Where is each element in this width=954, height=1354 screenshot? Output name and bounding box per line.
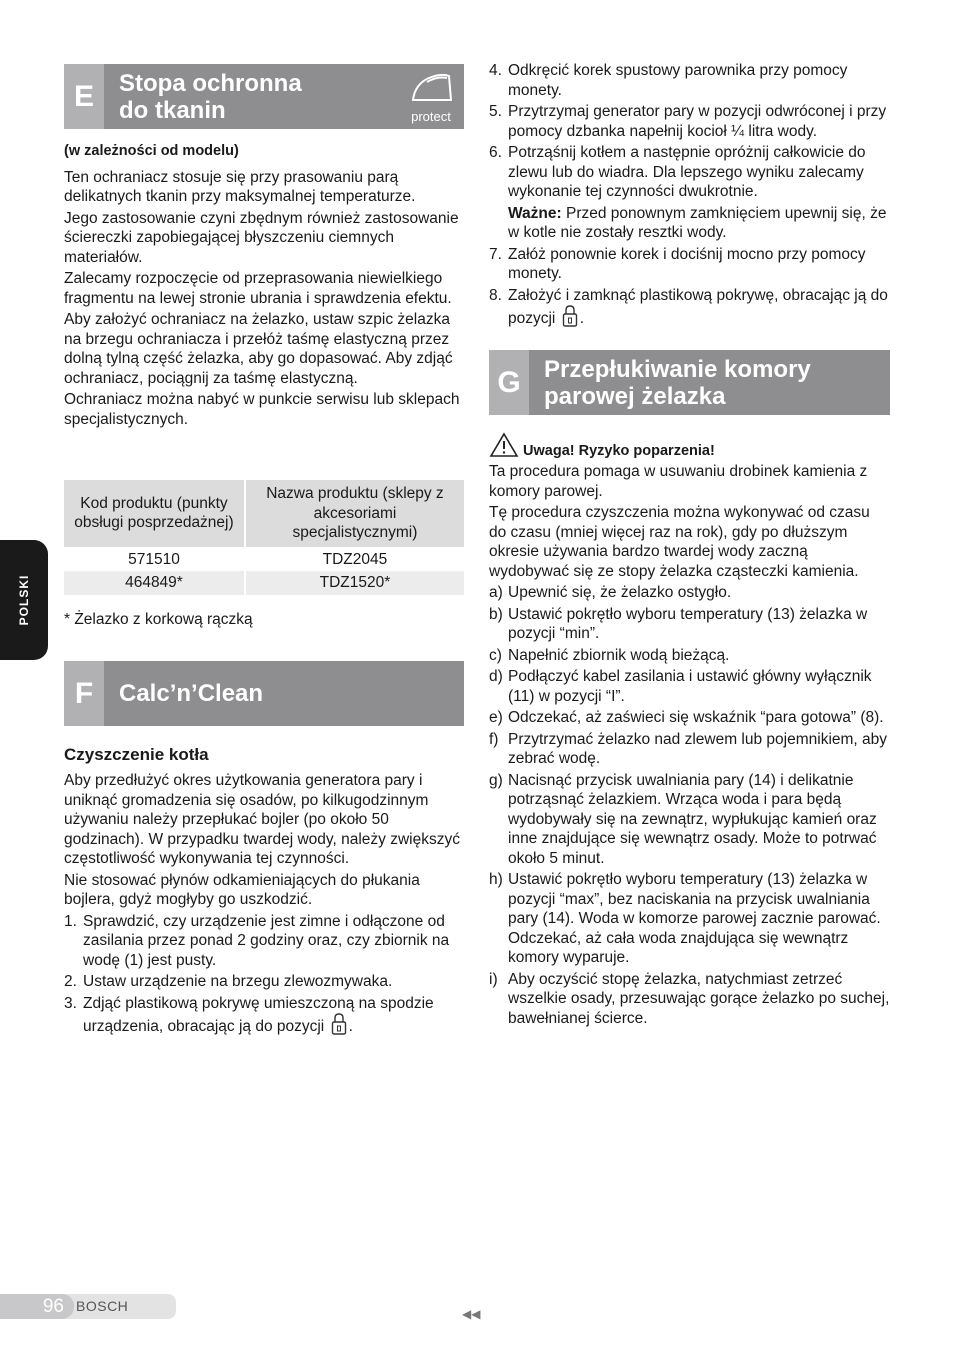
section-f-header [64, 661, 464, 726]
brand-name: BOSCH [76, 1298, 129, 1314]
section-g-body [489, 432, 891, 1030]
section-e-paragraph-5: Ochraniacz można nabyć w punkcie serwisu lub sklepach specjalistycznych. [64, 391, 460, 428]
important-label: Ważne: [508, 204, 562, 222]
protect-icon-label: protect [411, 109, 451, 124]
section-f-paragraph-2: Nie stosować płynów odkamieniających do płukania bojlera, gdyż mogłyby go uszkodzić. [64, 871, 420, 908]
step-text: Potrząśnij kotłem a następnie opróżnij całkowicie do zlewu lub do wiadra. Dla lepszego wyniku zalecamy wykonanie tej czynności dwukrotnie. [508, 144, 866, 200]
section-e-paragraph-3: Zalecamy rozpoczęcie od przeprasowania niewielkiego fragmentu na lewej stronie ubrania i sprawdzenia efektu. [64, 270, 452, 307]
table-row [64, 571, 464, 595]
section-g-title-line2: parowej żelazka [544, 383, 726, 410]
step-text: Założyć i zamknąć plastikową pokrywę, obracając ją do pozycji [508, 286, 888, 327]
step-text: Ustawić pokrętło wyboru temperatury (13) żelazka w pozycji “min”. [508, 605, 868, 642]
step-letter: g) [489, 771, 503, 789]
step-end: . [348, 1018, 353, 1035]
warning-text: Uwaga! Ryzyko poparzenia! [523, 443, 715, 459]
list-item [489, 708, 891, 728]
step-number: 8. [489, 286, 502, 304]
product-table-wrap [64, 480, 464, 595]
step-text: Napełnić zbiornik wodą bieżącą. [508, 646, 730, 664]
list-item [489, 646, 891, 666]
iron-icon [407, 70, 455, 106]
step-letter: a) [489, 584, 503, 601]
step-letter: b) [489, 605, 503, 623]
step-text: Ustaw urządzenie na brzegu zlewozmywaka. [83, 973, 393, 990]
step-text: Aby oczyścić stopę żelazka, natychmiast zetrzeć wszelkie osady, przesuwając gorące żelazko po suchej, bawełnianej ścierce. [508, 970, 890, 1027]
important-note [508, 204, 891, 243]
step-number: 4. [489, 62, 502, 79]
section-g-paragraph-1: Ta procedura pomaga w usuwaniu drobinek kamienia z komory parowej. [489, 463, 868, 500]
list-item [64, 972, 464, 992]
section-f-subheading: Czyszczenie kotła [64, 745, 209, 764]
step-text: Ustawić pokrętło wyboru temperatury (13) żelazka w pozycji “max”, bez naciskania na przycisk uwalniania pary (14). Woda w komorze parowej zacznie parować. Odczekać, aż cała woda znajdująca się wewnątrz komory wyparuje. [508, 871, 881, 966]
list-item [489, 605, 891, 644]
product-table [62, 480, 466, 595]
table-header-cell: Kod produktu (punkty obsługi posprzedażnej) [64, 480, 244, 547]
section-e-body [64, 142, 464, 429]
important-text: Przed ponownym zamknięciem upewnij się, że w kotle nie zostały resztki wody. [508, 204, 887, 241]
section-e-paragraph-2: Jego zastosowanie czyni zbędnym również zastosowanie ściereczki zapobiegającej błyszczeniu ciemnych materiałów. [64, 209, 459, 266]
step-number: 7. [489, 245, 502, 263]
step-text: Podłączyć kabel zasilania i ustawić główny wyłącznik (11) w pozycji “I”. [508, 668, 872, 705]
section-f-steps-continued [489, 61, 891, 329]
step-letter: i) [489, 970, 498, 988]
list-item [64, 994, 464, 1037]
step-letter: f) [489, 730, 499, 748]
list-item [489, 771, 891, 869]
section-e-title-line1: Stopa ochronna [119, 70, 302, 97]
step-number: 5. [489, 103, 502, 120]
step-text: Odkręcić korek spustowy parownika przy pomocy monety. [508, 62, 848, 99]
section-e-paragraph-4: Aby założyć ochraniacz na żelazko, ustaw szpic żelazka na brzegu ochraniacza i przełóż taśmę elastyczną przez dolną tylną część żelazka, aby go dopasować. Aby zdjąć ochraniacz, pociągnij za taśmę elastyczną. [64, 311, 453, 387]
section-f-paragraph-1: Aby przedłużyć okres użytkowania generatora pary i uniknąć gromadzenia się osadów, po kilkugodzinnym używaniu należy przepłukać bojler (po około 50 godzinach). W przypadku twardej wody, należy zwiększyć częstotliwość wykonywania tej czynności. [64, 772, 460, 867]
list-item [489, 245, 891, 284]
table-cell: 571510 [128, 550, 180, 568]
section-e-title [119, 70, 302, 124]
section-e-paragraph-1: Ten ochraniacz stosuje się przy prasowaniu parą delikatnych tkanin przy maksymalnej temperaturze. [64, 168, 416, 205]
section-g-letter: G [489, 350, 529, 415]
section-g-title [544, 356, 811, 410]
section-e-header [64, 64, 464, 129]
list-item [489, 730, 891, 769]
page-number: 96 [0, 1294, 74, 1319]
list-item [489, 102, 891, 141]
step-number: 1. [64, 912, 77, 930]
list-item [489, 870, 891, 968]
step-letter: d) [489, 668, 503, 685]
step-number: 6. [489, 144, 502, 161]
table-cell: 464849* [64, 571, 244, 595]
table-cell: TDZ1520* [246, 571, 464, 595]
table-header-row [64, 480, 464, 547]
back-nav-icon[interactable]: ◀◀ [462, 1307, 481, 1321]
step-text: Przytrzymaj generator pary w pozycji odwróconej i przy pomocy dzbanka napełnij kocioł ¼ litra wody. [508, 103, 887, 140]
step-text: Załóż ponownie korek i dociśnij mocno przy pomocy monety. [508, 245, 866, 282]
section-f-body [64, 745, 464, 1039]
section-f-title: Calc’n’Clean [119, 680, 264, 707]
section-e-title-line2: do tkanin [119, 97, 226, 124]
step-letter: c) [489, 646, 502, 664]
list-item [489, 583, 891, 603]
footnote: * Żelazko z korkową rączką [64, 611, 253, 628]
step-letter: e) [489, 709, 503, 726]
list-item [489, 61, 891, 100]
lock-position-icon [562, 305, 578, 327]
step-text: Nacisnąć przycisk uwalniania pary (14) i delikatnie potrząsnąć żelazkiem. Wrząca woda i para będą wydobywały się na zewnątrz, wypłukując kamień oraz inne znajdujące się wewnątrz osady. Może to potrwać około 5 minut. [508, 771, 877, 867]
protect-icon [404, 70, 458, 124]
list-item [489, 667, 891, 706]
step-text: Upewnić się, że żelazko ostygło. [508, 584, 732, 601]
section-f-letter: F [64, 661, 104, 726]
step-text: Zdjąć plastikową pokrywę umieszczoną na spodzie urządzenia, obracając ją do pozycji [83, 994, 434, 1035]
list-item [489, 143, 891, 243]
step-end: . [579, 310, 585, 327]
section-g-header [489, 350, 890, 415]
step-number: 2. [64, 973, 77, 990]
table-row [64, 547, 464, 572]
section-f-continued [489, 61, 891, 331]
step-number: 3. [64, 994, 77, 1012]
lock-position-icon [331, 1013, 347, 1035]
section-g-steps [489, 583, 891, 1028]
step-text: Sprawdzić, czy urządzenie jest zimne i odłączone od zasilania przez ponad 2 godziny oraz, czy zbiornik na wodę (1) jest pusty. [83, 912, 450, 969]
step-letter: h) [489, 871, 503, 888]
section-f-steps [64, 912, 464, 1037]
language-tab-label: POLSKI [17, 574, 31, 626]
step-text: Przytrzymać żelazko nad zlewem lub pojemnikiem, aby zebrać wodę. [508, 730, 888, 767]
table-cell: TDZ2045 [322, 550, 388, 568]
model-note: (w zależności od modelu) [64, 143, 239, 159]
list-item [64, 912, 464, 971]
step-text: Odczekać, aż zaświeci się wskaźnik “para gotowa” (8). [508, 709, 884, 726]
section-e-letter: E [64, 64, 104, 129]
table-header-cell: Nazwa produktu (sklepy z akcesoriami specjalistycznymi) [246, 480, 464, 547]
language-tab [0, 540, 48, 660]
section-g-title-line1: Przepłukiwanie komory [544, 356, 811, 383]
list-item [489, 286, 891, 329]
warning-line [489, 432, 891, 462]
warning-icon [489, 432, 519, 458]
section-g-paragraph-2: Tę procedura czyszczenia można wykonywać od czasu do czasu (mniej więcej raz na rok), gdy po dłuższym okresie używania bardzo twardej wody zaczną wydobywać się ze stopy żelazka cząsteczki kamienia. [489, 504, 870, 580]
list-item [489, 970, 891, 1029]
